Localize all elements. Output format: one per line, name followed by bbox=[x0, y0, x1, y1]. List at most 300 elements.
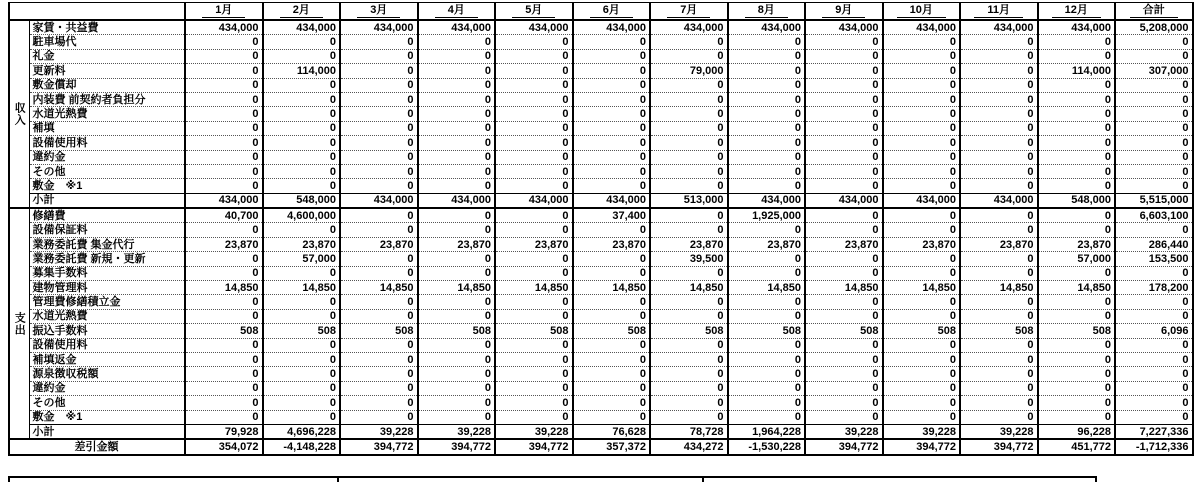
value-cell: 0 bbox=[340, 295, 418, 309]
value-cell: 0 bbox=[340, 121, 418, 135]
value-cell: 0 bbox=[1115, 381, 1193, 395]
value-cell: 0 bbox=[1115, 295, 1193, 309]
month-header bbox=[960, 3, 1038, 21]
value-cell: 39,228 bbox=[960, 424, 1038, 439]
value-cell: 0 bbox=[340, 396, 418, 410]
value-cell: 0 bbox=[805, 92, 883, 106]
value-cell: 0 bbox=[495, 179, 573, 193]
value-cell: 0 bbox=[418, 396, 496, 410]
value-cell: 0 bbox=[1038, 164, 1116, 178]
row-label: 礼金 bbox=[29, 49, 185, 63]
value-cell: 0 bbox=[728, 92, 806, 106]
value-cell: 0 bbox=[883, 367, 961, 381]
value-cell: 14,850 bbox=[805, 281, 883, 295]
value-cell: 0 bbox=[495, 381, 573, 395]
value-cell: 0 bbox=[418, 121, 496, 135]
value-cell: 0 bbox=[340, 49, 418, 63]
value-cell: 0 bbox=[883, 396, 961, 410]
value-cell: 0 bbox=[1038, 338, 1116, 352]
month-header bbox=[263, 3, 341, 21]
value-cell: 548,000 bbox=[263, 193, 341, 208]
value-cell: 286,440 bbox=[1115, 237, 1193, 251]
value-cell: 0 bbox=[1115, 49, 1193, 63]
value-cell: 0 bbox=[185, 367, 263, 381]
value-cell: 0 bbox=[573, 295, 651, 309]
value-cell: 0 bbox=[1038, 150, 1116, 164]
value-cell: 57,000 bbox=[263, 252, 341, 266]
value-cell: 0 bbox=[418, 136, 496, 150]
value-cell: 0 bbox=[960, 150, 1038, 164]
value-cell: 0 bbox=[650, 164, 728, 178]
value-cell: 0 bbox=[650, 367, 728, 381]
value-cell: 0 bbox=[185, 381, 263, 395]
value-cell: 14,850 bbox=[340, 281, 418, 295]
value-cell: 0 bbox=[728, 136, 806, 150]
value-cell: 178,200 bbox=[1115, 281, 1193, 295]
value-cell: 0 bbox=[1038, 35, 1116, 49]
row-label: 業務委託費 新規・更新 bbox=[29, 252, 185, 266]
month-header-label: 合計 bbox=[1130, 4, 1178, 18]
value-cell: 14,850 bbox=[185, 281, 263, 295]
value-cell: 508 bbox=[573, 324, 651, 338]
value-cell: 0 bbox=[418, 352, 496, 366]
value-cell: 0 bbox=[883, 208, 961, 223]
value-cell: 434,000 bbox=[573, 20, 651, 35]
value-cell: 0 bbox=[495, 396, 573, 410]
value-cell: 0 bbox=[805, 223, 883, 237]
table-row bbox=[9, 20, 1193, 35]
value-cell: 434,000 bbox=[805, 193, 883, 208]
value-cell: 0 bbox=[495, 164, 573, 178]
value-cell: 0 bbox=[573, 338, 651, 352]
value-cell: 0 bbox=[418, 223, 496, 237]
value-cell: 0 bbox=[805, 309, 883, 323]
value-cell: 0 bbox=[883, 107, 961, 121]
net-value-cell: 394,772 bbox=[418, 439, 496, 454]
value-cell: 0 bbox=[573, 164, 651, 178]
month-header-label: 11月 bbox=[974, 4, 1023, 18]
table-row bbox=[9, 164, 1193, 178]
value-cell: 0 bbox=[650, 338, 728, 352]
value-cell: 0 bbox=[263, 78, 341, 92]
table-row bbox=[9, 338, 1193, 352]
value-cell: 0 bbox=[185, 121, 263, 135]
expense-group-label: 支出 bbox=[9, 208, 29, 439]
row-label: 設備保証料 bbox=[29, 223, 185, 237]
value-cell: 0 bbox=[728, 396, 806, 410]
value-cell: 0 bbox=[650, 410, 728, 424]
value-cell: 0 bbox=[960, 338, 1038, 352]
month-header bbox=[573, 3, 651, 21]
value-cell: 0 bbox=[728, 266, 806, 280]
value-cell: 0 bbox=[805, 266, 883, 280]
row-label: 敷金 ※1 bbox=[29, 179, 185, 193]
month-header-label: 6月 bbox=[590, 4, 633, 18]
table-row bbox=[9, 150, 1193, 164]
value-cell: 0 bbox=[960, 252, 1038, 266]
value-cell: 0 bbox=[573, 381, 651, 395]
value-cell: 0 bbox=[573, 252, 651, 266]
value-cell: 0 bbox=[1115, 266, 1193, 280]
value-cell: 0 bbox=[805, 78, 883, 92]
value-cell: 0 bbox=[185, 352, 263, 366]
value-cell: 0 bbox=[960, 92, 1038, 106]
value-cell: 508 bbox=[263, 324, 341, 338]
value-cell: 434,000 bbox=[573, 193, 651, 208]
value-cell: 0 bbox=[418, 295, 496, 309]
value-cell: 0 bbox=[805, 381, 883, 395]
value-cell: 23,870 bbox=[805, 237, 883, 251]
value-cell: 434,000 bbox=[728, 20, 806, 35]
value-cell: 14,850 bbox=[263, 281, 341, 295]
value-cell: 0 bbox=[418, 150, 496, 164]
net-value-cell: 394,772 bbox=[883, 439, 961, 454]
value-cell: 14,850 bbox=[883, 281, 961, 295]
value-cell: 0 bbox=[340, 92, 418, 106]
value-cell: 0 bbox=[495, 92, 573, 106]
value-cell: 0 bbox=[340, 64, 418, 78]
value-cell: 0 bbox=[650, 266, 728, 280]
value-cell: 434,000 bbox=[883, 193, 961, 208]
value-cell: 0 bbox=[495, 266, 573, 280]
table-row bbox=[9, 396, 1193, 410]
row-label: 設備使用料 bbox=[29, 338, 185, 352]
value-cell: 23,870 bbox=[1038, 237, 1116, 251]
value-cell: 0 bbox=[1115, 121, 1193, 135]
value-cell: 0 bbox=[573, 107, 651, 121]
value-cell: 434,000 bbox=[418, 193, 496, 208]
value-cell: 434,000 bbox=[1038, 20, 1116, 35]
row-label: 修繕費 bbox=[29, 208, 185, 223]
value-cell: 0 bbox=[340, 352, 418, 366]
value-cell: 0 bbox=[805, 64, 883, 78]
value-cell: 0 bbox=[883, 410, 961, 424]
net-value-cell: 357,372 bbox=[573, 439, 651, 454]
row-label: 違約金 bbox=[29, 381, 185, 395]
value-cell: 508 bbox=[185, 324, 263, 338]
value-cell: 0 bbox=[573, 410, 651, 424]
value-cell: 0 bbox=[263, 35, 341, 49]
value-cell: 0 bbox=[573, 35, 651, 49]
value-cell: 6,603,100 bbox=[1115, 208, 1193, 223]
value-cell: 548,000 bbox=[1038, 193, 1116, 208]
value-cell: 0 bbox=[1038, 136, 1116, 150]
value-cell: 4,696,228 bbox=[263, 424, 341, 439]
value-cell: 0 bbox=[883, 338, 961, 352]
value-cell: 0 bbox=[960, 223, 1038, 237]
value-cell: 0 bbox=[495, 78, 573, 92]
value-cell: 0 bbox=[495, 35, 573, 49]
month-header bbox=[418, 3, 496, 21]
row-label: 源泉徴収税額 bbox=[29, 367, 185, 381]
value-cell: 23,870 bbox=[418, 237, 496, 251]
value-cell: 23,870 bbox=[728, 237, 806, 251]
value-cell: 0 bbox=[650, 179, 728, 193]
value-cell: 0 bbox=[960, 208, 1038, 223]
value-cell: 0 bbox=[650, 107, 728, 121]
month-header-label: 12月 bbox=[1052, 4, 1101, 18]
value-cell: 14,850 bbox=[495, 281, 573, 295]
value-cell: 0 bbox=[573, 396, 651, 410]
value-cell: 0 bbox=[340, 78, 418, 92]
row-label: その他 bbox=[29, 396, 185, 410]
table-row bbox=[9, 381, 1193, 395]
value-cell: 0 bbox=[573, 78, 651, 92]
value-cell: 0 bbox=[1038, 107, 1116, 121]
value-cell: 14,850 bbox=[1038, 281, 1116, 295]
value-cell: 0 bbox=[573, 150, 651, 164]
value-cell: 0 bbox=[728, 352, 806, 366]
row-label: 違約金 bbox=[29, 150, 185, 164]
value-cell: 0 bbox=[1115, 338, 1193, 352]
value-cell: 0 bbox=[960, 266, 1038, 280]
value-cell: 0 bbox=[1115, 78, 1193, 92]
value-cell: 0 bbox=[650, 295, 728, 309]
net-value-cell: 394,772 bbox=[340, 439, 418, 454]
value-cell: 0 bbox=[960, 35, 1038, 49]
net-value-cell: -1,712,336 bbox=[1115, 439, 1193, 454]
value-cell: 0 bbox=[573, 179, 651, 193]
value-cell: 78,728 bbox=[650, 424, 728, 439]
table-row bbox=[9, 324, 1193, 338]
net-value-cell: 394,772 bbox=[805, 439, 883, 454]
table-row bbox=[9, 208, 1193, 223]
table-row bbox=[9, 252, 1193, 266]
value-cell: 0 bbox=[263, 381, 341, 395]
value-cell: 23,870 bbox=[650, 237, 728, 251]
net-value-cell: -4,148,228 bbox=[263, 439, 341, 454]
value-cell: 5,208,000 bbox=[1115, 20, 1193, 35]
value-cell: 508 bbox=[883, 324, 961, 338]
value-cell: 434,000 bbox=[495, 193, 573, 208]
next-table-top-edge bbox=[8, 476, 1097, 482]
value-cell: 0 bbox=[883, 223, 961, 237]
value-cell: 23,870 bbox=[960, 237, 1038, 251]
value-cell: 0 bbox=[805, 150, 883, 164]
value-cell: 0 bbox=[1038, 208, 1116, 223]
month-header-label: 2月 bbox=[280, 4, 323, 18]
value-cell: 0 bbox=[883, 381, 961, 395]
value-cell: 0 bbox=[185, 164, 263, 178]
value-cell: 0 bbox=[883, 295, 961, 309]
value-cell: 0 bbox=[650, 92, 728, 106]
next-table-divider bbox=[702, 478, 704, 482]
table-row bbox=[9, 410, 1193, 424]
row-label: 設備使用料 bbox=[29, 136, 185, 150]
value-cell: 0 bbox=[263, 266, 341, 280]
value-cell: 508 bbox=[1038, 324, 1116, 338]
value-cell: 0 bbox=[418, 266, 496, 280]
value-cell: 0 bbox=[1115, 410, 1193, 424]
value-cell: 0 bbox=[960, 49, 1038, 63]
value-cell: 0 bbox=[883, 92, 961, 106]
value-cell: 0 bbox=[495, 64, 573, 78]
value-cell: 0 bbox=[495, 107, 573, 121]
value-cell: 0 bbox=[185, 136, 263, 150]
value-cell: 0 bbox=[263, 107, 341, 121]
value-cell: 14,850 bbox=[650, 281, 728, 295]
value-cell: 0 bbox=[728, 223, 806, 237]
value-cell: 434,000 bbox=[495, 20, 573, 35]
value-cell: 0 bbox=[418, 252, 496, 266]
value-cell: 0 bbox=[728, 150, 806, 164]
value-cell: 0 bbox=[728, 121, 806, 135]
table-row bbox=[9, 35, 1193, 49]
table-row bbox=[9, 136, 1193, 150]
value-cell: 0 bbox=[495, 252, 573, 266]
value-cell: 0 bbox=[883, 309, 961, 323]
value-cell: 0 bbox=[185, 64, 263, 78]
value-cell: 0 bbox=[1115, 367, 1193, 381]
value-cell: 0 bbox=[263, 295, 341, 309]
value-cell: 0 bbox=[960, 352, 1038, 366]
value-cell: 0 bbox=[1115, 223, 1193, 237]
value-cell: 0 bbox=[185, 92, 263, 106]
value-cell: 0 bbox=[960, 295, 1038, 309]
value-cell: 14,850 bbox=[573, 281, 651, 295]
table-row bbox=[9, 367, 1193, 381]
value-cell: 0 bbox=[1115, 136, 1193, 150]
value-cell: 434,000 bbox=[650, 20, 728, 35]
value-cell: 0 bbox=[805, 164, 883, 178]
value-cell: 0 bbox=[805, 121, 883, 135]
value-cell: 0 bbox=[960, 381, 1038, 395]
row-label: 補填返金 bbox=[29, 352, 185, 366]
value-cell: 0 bbox=[418, 64, 496, 78]
value-cell: 0 bbox=[883, 150, 961, 164]
value-cell: 0 bbox=[573, 266, 651, 280]
value-cell: 7,227,336 bbox=[1115, 424, 1193, 439]
value-cell: 114,000 bbox=[1038, 64, 1116, 78]
income-group-label: 収入 bbox=[9, 20, 29, 208]
value-cell: 0 bbox=[805, 338, 883, 352]
value-cell: 0 bbox=[650, 396, 728, 410]
value-cell: 0 bbox=[340, 223, 418, 237]
value-cell: 0 bbox=[728, 64, 806, 78]
value-cell: 0 bbox=[573, 367, 651, 381]
value-cell: 0 bbox=[495, 136, 573, 150]
row-label: 敷金償却 bbox=[29, 78, 185, 92]
value-cell: 0 bbox=[495, 295, 573, 309]
value-cell: 0 bbox=[263, 179, 341, 193]
value-cell: 0 bbox=[418, 367, 496, 381]
value-cell: 4,600,000 bbox=[263, 208, 341, 223]
value-cell: 0 bbox=[340, 107, 418, 121]
value-cell: 79,928 bbox=[185, 424, 263, 439]
value-cell: 39,228 bbox=[805, 424, 883, 439]
value-cell: 0 bbox=[650, 223, 728, 237]
month-header bbox=[650, 3, 728, 21]
value-cell: 0 bbox=[495, 208, 573, 223]
value-cell: 39,228 bbox=[883, 424, 961, 439]
month-header bbox=[1038, 3, 1116, 21]
value-cell: 0 bbox=[340, 309, 418, 323]
value-cell: 39,500 bbox=[650, 252, 728, 266]
value-cell: 0 bbox=[263, 338, 341, 352]
value-cell: 153,500 bbox=[1115, 252, 1193, 266]
value-cell: 0 bbox=[573, 92, 651, 106]
value-cell: 508 bbox=[340, 324, 418, 338]
value-cell: 434,000 bbox=[263, 20, 341, 35]
value-cell: 0 bbox=[263, 352, 341, 366]
table-row bbox=[9, 121, 1193, 135]
table-row bbox=[9, 352, 1193, 366]
row-label: 補填 bbox=[29, 121, 185, 135]
row-label: 内装費 前契約者負担分 bbox=[29, 92, 185, 106]
value-cell: 0 bbox=[418, 164, 496, 178]
net-value-cell: 394,772 bbox=[495, 439, 573, 454]
value-cell: 0 bbox=[418, 309, 496, 323]
value-cell: 0 bbox=[1038, 223, 1116, 237]
value-cell: 0 bbox=[418, 381, 496, 395]
value-cell: 0 bbox=[1115, 309, 1193, 323]
value-cell: 0 bbox=[418, 49, 496, 63]
value-cell: 0 bbox=[728, 381, 806, 395]
row-label: 業務委託費 集金代行 bbox=[29, 237, 185, 251]
value-cell: 0 bbox=[495, 309, 573, 323]
value-cell: 0 bbox=[340, 164, 418, 178]
value-cell: 0 bbox=[418, 208, 496, 223]
value-cell: 14,850 bbox=[960, 281, 1038, 295]
value-cell: 0 bbox=[1115, 107, 1193, 121]
value-cell: 79,000 bbox=[650, 64, 728, 78]
row-label: 管理費修繕積立金 bbox=[29, 295, 185, 309]
value-cell: 0 bbox=[185, 266, 263, 280]
value-cell: 0 bbox=[340, 150, 418, 164]
row-label: 更新料 bbox=[29, 64, 185, 78]
value-cell: 508 bbox=[960, 324, 1038, 338]
value-cell: 23,870 bbox=[185, 237, 263, 251]
value-cell: 0 bbox=[883, 252, 961, 266]
month-header-label: 1月 bbox=[202, 4, 245, 18]
value-cell: 14,850 bbox=[728, 281, 806, 295]
value-cell: 0 bbox=[805, 410, 883, 424]
value-cell: 0 bbox=[418, 35, 496, 49]
value-cell: 0 bbox=[960, 107, 1038, 121]
value-cell: 0 bbox=[805, 179, 883, 193]
value-cell: 434,000 bbox=[340, 193, 418, 208]
value-cell: 0 bbox=[263, 410, 341, 424]
value-cell: 0 bbox=[883, 164, 961, 178]
value-cell: 0 bbox=[185, 150, 263, 164]
table-row bbox=[9, 295, 1193, 309]
value-cell: 508 bbox=[650, 324, 728, 338]
value-cell: 40,700 bbox=[185, 208, 263, 223]
table-body bbox=[9, 20, 1193, 455]
value-cell: 0 bbox=[1038, 179, 1116, 193]
table-row bbox=[9, 266, 1193, 280]
value-cell: 508 bbox=[805, 324, 883, 338]
value-cell: 0 bbox=[1038, 266, 1116, 280]
value-cell: 0 bbox=[960, 179, 1038, 193]
value-cell: 508 bbox=[418, 324, 496, 338]
month-header-label: 4月 bbox=[435, 4, 478, 18]
value-cell: 0 bbox=[1038, 367, 1116, 381]
month-header-label: 10月 bbox=[897, 4, 946, 18]
month-header-label: 9月 bbox=[822, 4, 865, 18]
value-cell: 0 bbox=[1038, 49, 1116, 63]
value-cell: 0 bbox=[263, 49, 341, 63]
next-table-divider bbox=[337, 478, 339, 482]
value-cell: 434,000 bbox=[805, 20, 883, 35]
value-cell: 0 bbox=[1115, 352, 1193, 366]
value-cell: 0 bbox=[960, 64, 1038, 78]
value-cell: 0 bbox=[650, 35, 728, 49]
value-cell: 0 bbox=[418, 410, 496, 424]
value-cell: 513,000 bbox=[650, 193, 728, 208]
row-label: 募集手数料 bbox=[29, 266, 185, 280]
value-cell: 434,000 bbox=[185, 193, 263, 208]
